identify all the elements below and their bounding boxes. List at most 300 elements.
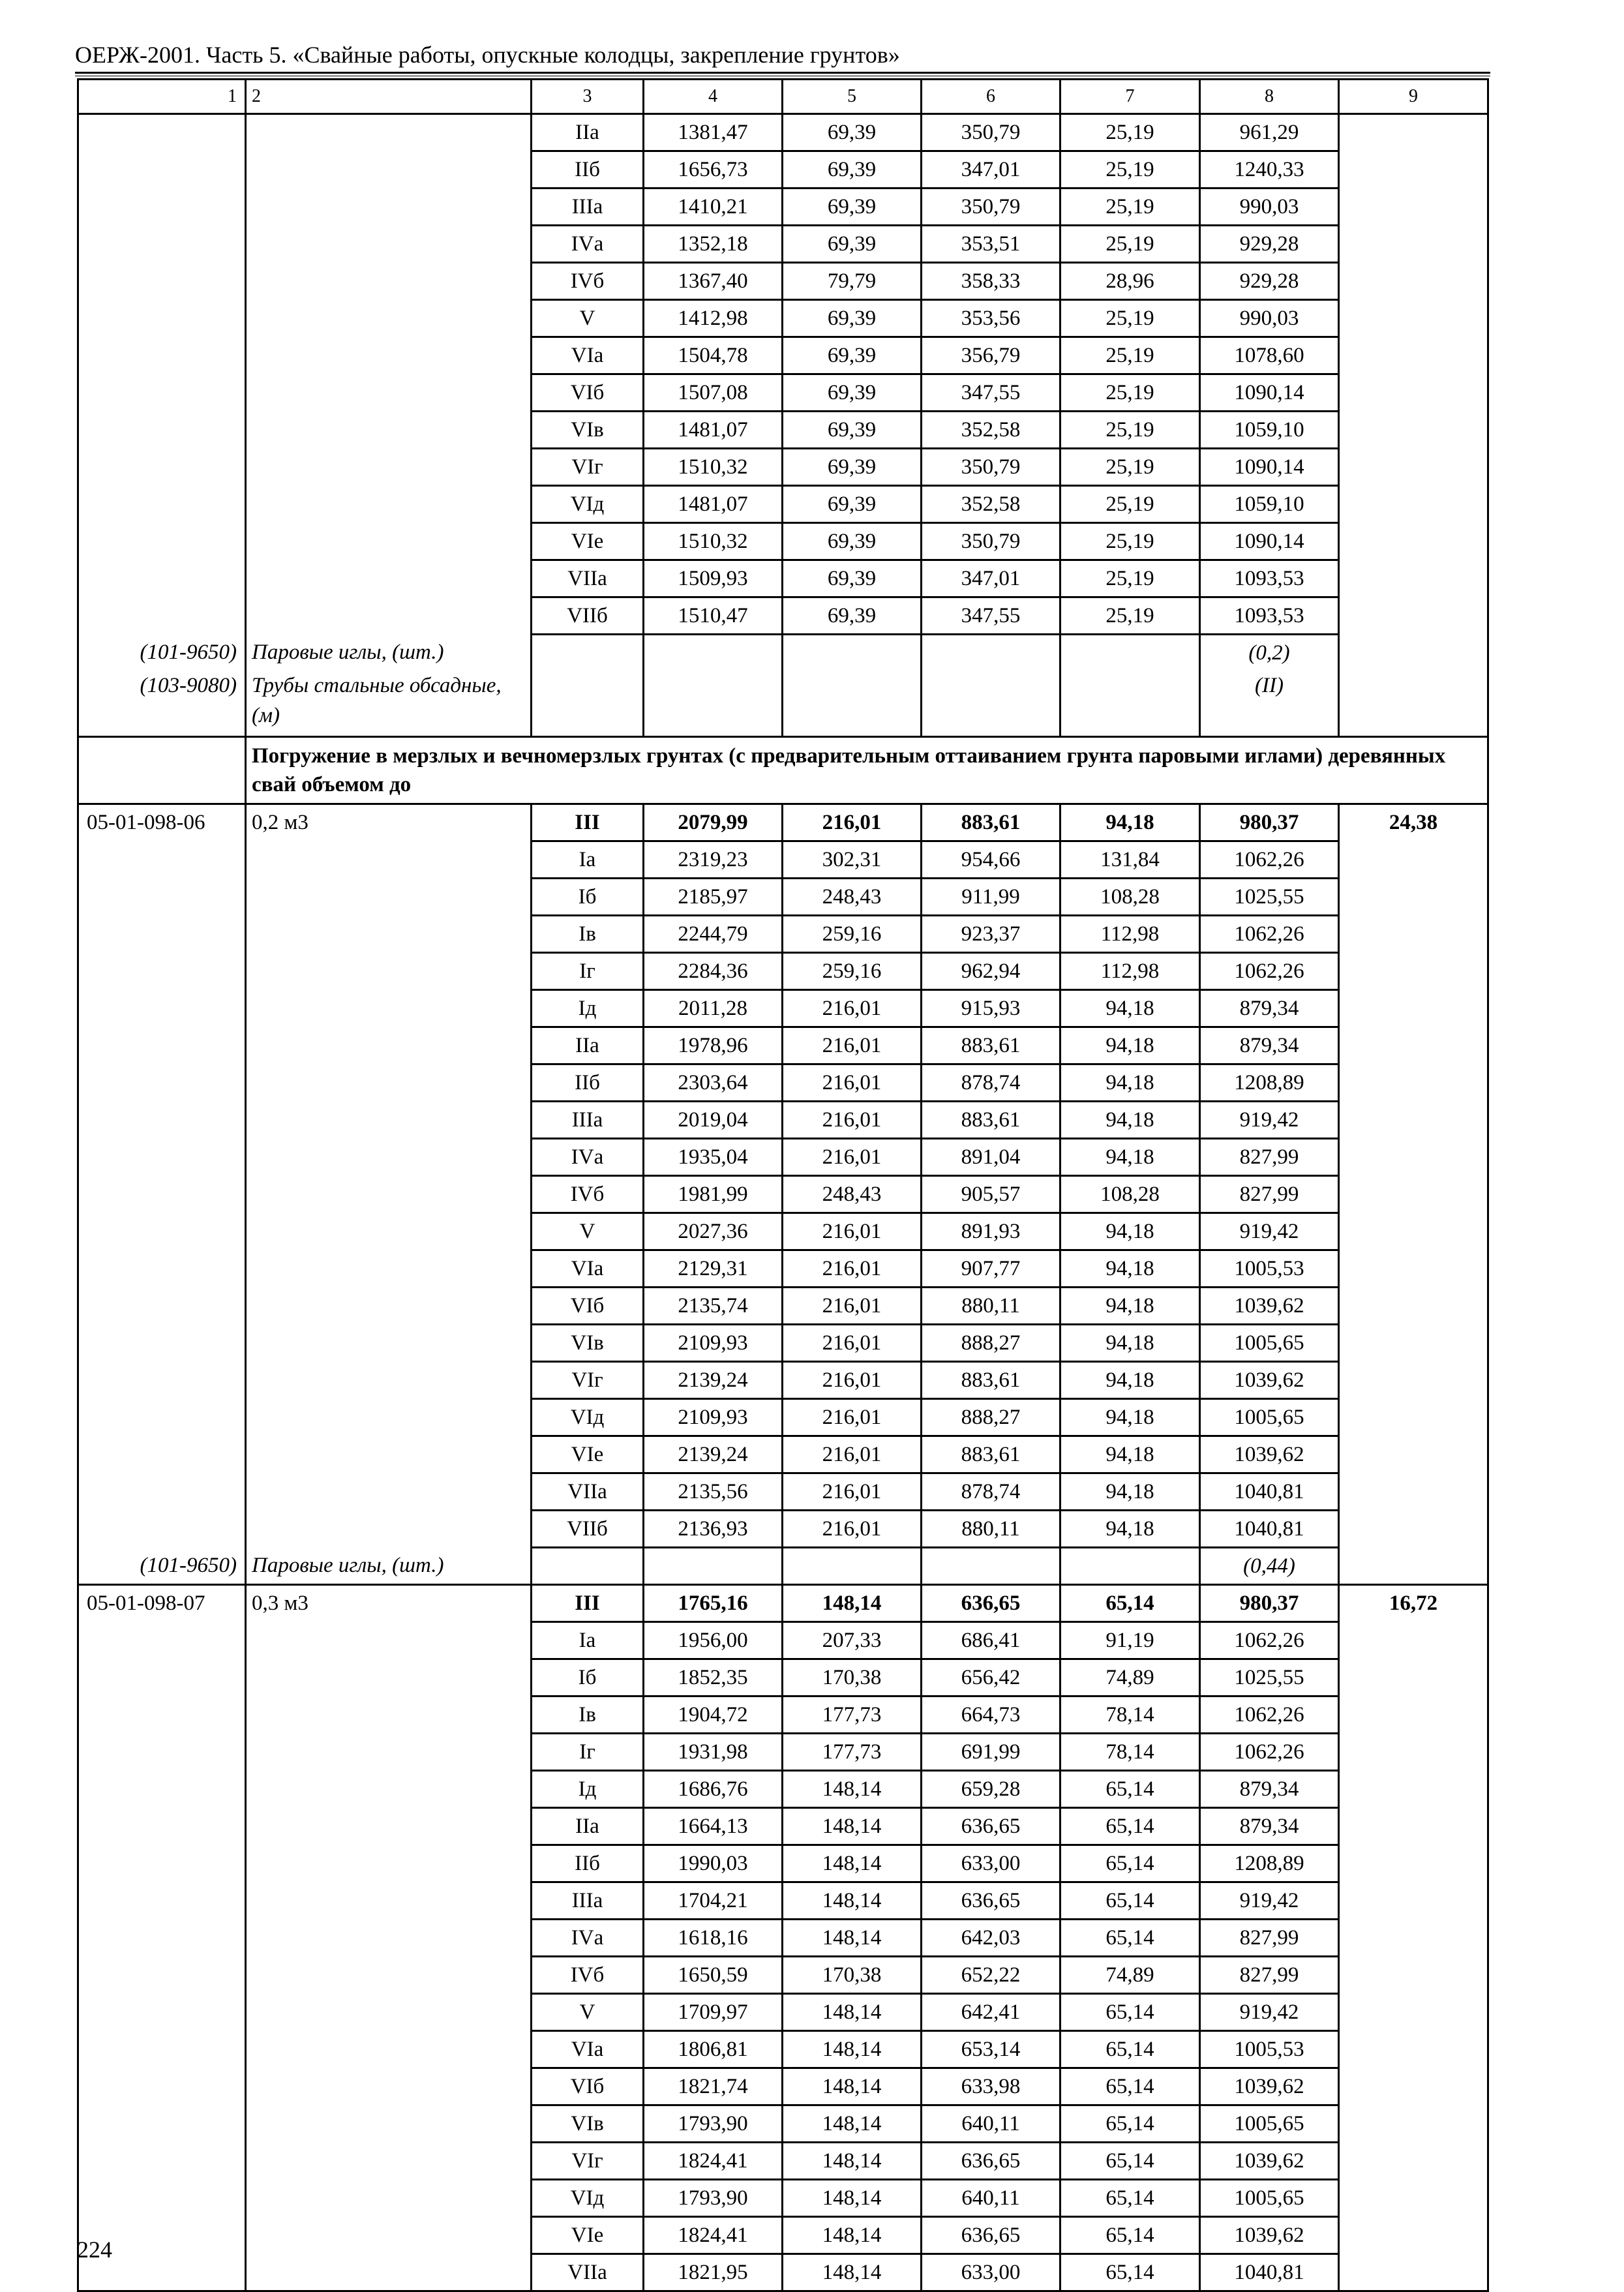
empty-cell: [1339, 1362, 1488, 1399]
rate-value: 1062,26: [1200, 916, 1339, 953]
empty-cell: [1339, 486, 1488, 523]
rate-value: 347,01: [922, 560, 1060, 597]
rate-code: 05-01-098-07: [78, 1585, 246, 1622]
rate-code: 05-01-098-06: [78, 804, 246, 841]
rate-value: 216,01: [783, 1436, 922, 1473]
empty-cell: [1339, 953, 1488, 990]
rate-value: 1981,99: [644, 1176, 783, 1213]
territory-zone: VIа: [532, 1250, 644, 1288]
rate-value: 248,43: [783, 879, 922, 916]
territory-zone: IVб: [532, 1176, 644, 1213]
empty-cell: [1339, 2031, 1488, 2068]
rate-value: 1062,26: [1200, 1696, 1339, 1734]
rate-value: 1208,89: [1200, 1064, 1339, 1102]
table-row: [78, 1882, 1488, 1920]
territory-zone: Iб: [532, 1659, 644, 1696]
rate-value: 633,98: [922, 2068, 1060, 2105]
rate-value: 352,58: [922, 486, 1060, 523]
rate-value: 69,39: [783, 188, 922, 226]
resource-note-row: [78, 635, 1488, 671]
empty-cell: [246, 486, 532, 523]
rate-value: 659,28: [922, 1771, 1060, 1808]
rate-value: 1793,90: [644, 2180, 783, 2217]
rate-value: 148,14: [783, 2180, 922, 2217]
table-row: [78, 879, 1488, 916]
empty-cell: [246, 560, 532, 597]
rate-value: 878,74: [922, 1473, 1060, 1511]
rate-value: 883,61: [922, 1102, 1060, 1139]
rate-value: 1510,32: [644, 523, 783, 560]
resource-quantity: (0,2): [1200, 635, 1339, 671]
rate-value: 907,77: [922, 1250, 1060, 1288]
territory-zone: Iд: [532, 1771, 644, 1808]
rate-value: 112,98: [1060, 916, 1200, 953]
empty-cell: [246, 841, 532, 879]
rate-value: 16,72: [1339, 1585, 1488, 1622]
resource-code: (103-9080): [78, 671, 246, 737]
empty-cell: [1339, 1213, 1488, 1250]
resource-name: Трубы стальные обсадные, (м): [246, 671, 532, 737]
empty-cell: [78, 1957, 246, 1994]
table-row: [78, 1325, 1488, 1362]
rate-value: 148,14: [783, 1771, 922, 1808]
rate-value: 990,03: [1200, 188, 1339, 226]
empty-cell: [246, 1250, 532, 1288]
rate-value: 1039,62: [1200, 2068, 1339, 2105]
rate-value: 1686,76: [644, 1771, 783, 1808]
rate-value: 1005,65: [1200, 2180, 1339, 2217]
rate-value: 880,11: [922, 1288, 1060, 1325]
rate-value: 94,18: [1060, 1064, 1200, 1102]
empty-cell: [246, 2254, 532, 2291]
rate-value: 2135,74: [644, 1288, 783, 1325]
empty-cell: [246, 1771, 532, 1808]
rate-value: 1093,53: [1200, 597, 1339, 635]
rate-value: 652,22: [922, 1957, 1060, 1994]
empty-cell: [246, 1362, 532, 1399]
rate-value: 1005,53: [1200, 2031, 1339, 2068]
empty-cell: [246, 226, 532, 263]
empty-cell: [246, 1325, 532, 1362]
rate-value: 653,14: [922, 2031, 1060, 2068]
territory-zone: IIIа: [532, 1882, 644, 1920]
rate-value: 25,19: [1060, 597, 1200, 635]
empty-cell: [78, 1659, 246, 1696]
rate-value: 1931,98: [644, 1734, 783, 1771]
rate-value: 1656,73: [644, 151, 783, 188]
empty-cell: [78, 1288, 246, 1325]
table-row: [78, 916, 1488, 953]
rate-value: 112,98: [1060, 953, 1200, 990]
empty-cell: [246, 1473, 532, 1511]
rate-value: 636,65: [922, 2217, 1060, 2254]
rate-value: 352,58: [922, 412, 1060, 449]
rate-value: 1005,65: [1200, 2105, 1339, 2143]
empty-cell: [783, 671, 922, 737]
territory-zone: Iв: [532, 1696, 644, 1734]
empty-cell: [1339, 1511, 1488, 1548]
rate-value: 94,18: [1060, 1511, 1200, 1548]
rate-value: 25,19: [1060, 114, 1200, 151]
rate-value: 1824,41: [644, 2217, 783, 2254]
rate-value: 65,14: [1060, 2254, 1200, 2291]
rate-value: 1090,14: [1200, 374, 1339, 412]
empty-cell: [246, 1027, 532, 1064]
rate-value: 353,51: [922, 226, 1060, 263]
territory-zone: VIб: [532, 2068, 644, 2105]
territory-zone: VIе: [532, 1436, 644, 1473]
rate-value: 990,03: [1200, 300, 1339, 337]
rate-value: 879,34: [1200, 1027, 1339, 1064]
empty-cell: [246, 300, 532, 337]
rate-value: 216,01: [783, 1399, 922, 1436]
rate-value: 2244,79: [644, 916, 783, 953]
resource-quantity: (II): [1200, 671, 1339, 737]
empty-cell: [78, 1139, 246, 1176]
rate-value: 94,18: [1060, 1473, 1200, 1511]
rate-value: 640,11: [922, 2105, 1060, 2143]
table-row: [78, 374, 1488, 412]
territory-zone: VIIб: [532, 1511, 644, 1548]
rate-value: 148,14: [783, 1994, 922, 2031]
rate-value: 94,18: [1060, 1362, 1200, 1399]
empty-cell: [1339, 2068, 1488, 2105]
empty-cell: [246, 916, 532, 953]
empty-cell: [78, 114, 246, 151]
rate-value: 65,14: [1060, 1771, 1200, 1808]
territory-zone: Iг: [532, 1734, 644, 1771]
empty-cell: [78, 2105, 246, 2143]
rate-value: 347,01: [922, 151, 1060, 188]
empty-cell: [246, 114, 532, 151]
territory-zone: VIб: [532, 374, 644, 412]
territory-zone: IIа: [532, 114, 644, 151]
rate-value: 25,19: [1060, 374, 1200, 412]
rate-value: 636,65: [922, 1585, 1060, 1622]
rate-value: 79,79: [783, 263, 922, 300]
rate-value: 216,01: [783, 1250, 922, 1288]
empty-cell: [78, 1771, 246, 1808]
table-row: [78, 1696, 1488, 1734]
rate-value: 148,14: [783, 1585, 922, 1622]
rate-value: 879,34: [1200, 990, 1339, 1027]
resource-code: (101-9650): [78, 1548, 246, 1585]
rate-value: 91,19: [1060, 1622, 1200, 1659]
rate-value: 642,03: [922, 1920, 1060, 1957]
empty-cell: [1339, 1957, 1488, 1994]
empty-cell: [1339, 1920, 1488, 1957]
rate-value: 1821,95: [644, 2254, 783, 2291]
rate-value: 94,18: [1060, 1399, 1200, 1436]
empty-cell: [78, 1064, 246, 1102]
empty-cell: [246, 1994, 532, 2031]
table-row: [78, 523, 1488, 560]
empty-cell: [246, 1511, 532, 1548]
empty-cell: [1339, 1250, 1488, 1288]
table-row: [78, 2254, 1488, 2291]
territory-zone: VIд: [532, 486, 644, 523]
rate-value: 108,28: [1060, 879, 1200, 916]
territory-zone: VIIа: [532, 1473, 644, 1511]
rate-value: 691,99: [922, 1734, 1060, 1771]
rate-value: 69,39: [783, 486, 922, 523]
empty-cell: [78, 449, 246, 486]
rate-value: 1978,96: [644, 1027, 783, 1064]
table-row: [78, 597, 1488, 635]
rate-value: 350,79: [922, 523, 1060, 560]
empty-cell: [1339, 114, 1488, 151]
rate-value: 94,18: [1060, 1027, 1200, 1064]
table-row: [78, 151, 1488, 188]
rate-value: 1507,08: [644, 374, 783, 412]
rate-value: 65,14: [1060, 1920, 1200, 1957]
empty-cell: [246, 597, 532, 635]
empty-cell: [644, 671, 783, 737]
empty-cell: [246, 1436, 532, 1473]
empty-cell: [1339, 1622, 1488, 1659]
rate-value: 827,99: [1200, 1176, 1339, 1213]
empty-cell: [783, 1548, 922, 1585]
rate-value: 827,99: [1200, 1920, 1339, 1957]
rate-value: 980,37: [1200, 804, 1339, 841]
table-body: [78, 80, 1488, 2291]
empty-cell: [1339, 2180, 1488, 2217]
territory-zone: VIв: [532, 412, 644, 449]
rate-name: 0,3 м3: [246, 1585, 532, 1622]
rate-value: 1904,72: [644, 1696, 783, 1734]
rate-value: 1062,26: [1200, 1734, 1339, 1771]
rate-value: 69,39: [783, 523, 922, 560]
rate-value: 888,27: [922, 1325, 1060, 1362]
empty-cell: [1060, 671, 1200, 737]
territory-zone: IIIа: [532, 188, 644, 226]
rate-value: 1367,40: [644, 263, 783, 300]
territory-zone: VIа: [532, 337, 644, 374]
territory-zone: Iб: [532, 879, 644, 916]
rate-value: 2019,04: [644, 1102, 783, 1139]
table-row: [78, 1734, 1488, 1771]
rate-value: 356,79: [922, 337, 1060, 374]
empty-cell: [1339, 1436, 1488, 1473]
empty-cell: [644, 1548, 783, 1585]
table-row: [78, 412, 1488, 449]
rate-value: 1704,21: [644, 1882, 783, 1920]
rate-value: 65,14: [1060, 1882, 1200, 1920]
rate-value: 94,18: [1060, 990, 1200, 1027]
rate-value: 65,14: [1060, 2031, 1200, 2068]
rate-value: 1040,81: [1200, 1473, 1339, 1511]
rate-value: 1381,47: [644, 114, 783, 151]
rate-value: 1821,74: [644, 2068, 783, 2105]
empty-cell: [922, 1548, 1060, 1585]
territory-zone: IIIа: [532, 1102, 644, 1139]
table-row: [78, 1622, 1488, 1659]
territory-zone: III: [532, 804, 644, 841]
empty-cell: [78, 2180, 246, 2217]
empty-cell: [922, 635, 1060, 671]
rate-value: 25,19: [1060, 151, 1200, 188]
empty-cell: [78, 737, 246, 804]
rate-value: 636,65: [922, 1808, 1060, 1845]
empty-cell: [1339, 337, 1488, 374]
empty-cell: [1339, 2217, 1488, 2254]
rate-value: 880,11: [922, 1511, 1060, 1548]
empty-cell: [78, 1994, 246, 2031]
rate-value: 216,01: [783, 1325, 922, 1362]
empty-cell: [78, 263, 246, 300]
resource-quantity: (0,44): [1200, 1548, 1339, 1585]
rate-value: 216,01: [783, 1027, 922, 1064]
empty-cell: [246, 1882, 532, 1920]
empty-cell: [78, 1882, 246, 1920]
empty-cell: [246, 1102, 532, 1139]
rate-value: 302,31: [783, 841, 922, 879]
empty-cell: [1339, 1994, 1488, 2031]
table-row: [78, 1994, 1488, 2031]
territory-zone: IVа: [532, 226, 644, 263]
column-number: 9: [1339, 80, 1488, 114]
empty-cell: [246, 1288, 532, 1325]
empty-cell: [78, 1250, 246, 1288]
rate-value: 358,33: [922, 263, 1060, 300]
empty-cell: [1339, 449, 1488, 486]
rate-value: 216,01: [783, 1102, 922, 1139]
empty-cell: [1339, 1771, 1488, 1808]
rate-value: 883,61: [922, 1362, 1060, 1399]
rate-value: 1510,47: [644, 597, 783, 635]
rate-value: 827,99: [1200, 1957, 1339, 1994]
table-row: [78, 1064, 1488, 1102]
empty-cell: [246, 2217, 532, 2254]
empty-cell: [246, 1622, 532, 1659]
empty-cell: [246, 990, 532, 1027]
rate-value: 891,93: [922, 1213, 1060, 1250]
empty-cell: [246, 1213, 532, 1250]
territory-zone: VIг: [532, 1362, 644, 1399]
rate-value: 919,42: [1200, 1102, 1339, 1139]
empty-cell: [78, 523, 246, 560]
table-row: [78, 1250, 1488, 1288]
rate-value: 1650,59: [644, 1957, 783, 1994]
rate-value: 1090,14: [1200, 449, 1339, 486]
empty-cell: [532, 635, 644, 671]
empty-cell: [78, 188, 246, 226]
empty-cell: [78, 2031, 246, 2068]
territory-zone: VIIб: [532, 597, 644, 635]
empty-cell: [1339, 188, 1488, 226]
rate-value: 69,39: [783, 560, 922, 597]
rate-value: 69,39: [783, 226, 922, 263]
empty-cell: [78, 2068, 246, 2105]
territory-zone: V: [532, 1213, 644, 1250]
empty-cell: [246, 1734, 532, 1771]
table-row: [78, 1436, 1488, 1473]
rate-value: 1990,03: [644, 1845, 783, 1882]
empty-cell: [783, 635, 922, 671]
empty-cell: [1339, 151, 1488, 188]
empty-cell: [246, 879, 532, 916]
empty-cell: [78, 597, 246, 635]
empty-cell: [1339, 374, 1488, 412]
territory-zone: VIд: [532, 2180, 644, 2217]
empty-cell: [78, 1920, 246, 1957]
rate-value: 923,37: [922, 916, 1060, 953]
rate-value: 25,19: [1060, 486, 1200, 523]
empty-cell: [78, 1325, 246, 1362]
territory-zone: VIд: [532, 1399, 644, 1436]
empty-cell: [1339, 1696, 1488, 1734]
rate-value: 69,39: [783, 449, 922, 486]
empty-cell: [1339, 1064, 1488, 1102]
empty-cell: [78, 841, 246, 879]
territory-zone: IVа: [532, 1920, 644, 1957]
rate-value: 25,19: [1060, 449, 1200, 486]
rate-value: 148,14: [783, 2031, 922, 2068]
table-row: [78, 560, 1488, 597]
rate-value: 2129,31: [644, 1250, 783, 1288]
empty-cell: [78, 1102, 246, 1139]
territory-zone: VIв: [532, 2105, 644, 2143]
empty-cell: [644, 635, 783, 671]
rate-value: 1824,41: [644, 2143, 783, 2180]
territory-zone: IIб: [532, 151, 644, 188]
rate-value: 148,14: [783, 1882, 922, 1920]
rate-value: 2011,28: [644, 990, 783, 1027]
table-row: [78, 1362, 1488, 1399]
territory-zone: VIIа: [532, 560, 644, 597]
rate-value: 2079,99: [644, 804, 783, 841]
rate-value: 1504,78: [644, 337, 783, 374]
rate-value: 69,39: [783, 374, 922, 412]
territory-zone: V: [532, 1994, 644, 2031]
empty-cell: [1339, 560, 1488, 597]
table-row: [78, 1102, 1488, 1139]
empty-cell: [78, 1734, 246, 1771]
rate-value: 2109,93: [644, 1399, 783, 1436]
territory-zone: IIа: [532, 1808, 644, 1845]
table-row-main: [78, 1585, 1488, 1622]
column-number: 6: [922, 80, 1060, 114]
empty-cell: [1339, 1325, 1488, 1362]
empty-cell: [246, 2105, 532, 2143]
empty-cell: [78, 337, 246, 374]
empty-cell: [1339, 916, 1488, 953]
rate-value: 216,01: [783, 1139, 922, 1176]
rate-value: 1025,55: [1200, 1659, 1339, 1696]
territory-zone: IIб: [532, 1064, 644, 1102]
empty-cell: [78, 1473, 246, 1511]
rate-value: 1059,10: [1200, 412, 1339, 449]
empty-cell: [246, 1845, 532, 1882]
table-row: [78, 449, 1488, 486]
rate-value: 177,73: [783, 1734, 922, 1771]
rate-value: 170,38: [783, 1659, 922, 1696]
empty-cell: [246, 1696, 532, 1734]
empty-cell: [1339, 635, 1488, 671]
rate-value: 65,14: [1060, 2068, 1200, 2105]
empty-cell: [1339, 1027, 1488, 1064]
empty-cell: [78, 300, 246, 337]
rate-value: 1765,16: [644, 1585, 783, 1622]
rate-value: 65,14: [1060, 1585, 1200, 1622]
table-row: [78, 1139, 1488, 1176]
rate-value: 1062,26: [1200, 841, 1339, 879]
empty-cell: [1339, 1734, 1488, 1771]
rate-value: 827,99: [1200, 1139, 1339, 1176]
rate-value: 911,99: [922, 879, 1060, 916]
table-row: [78, 2217, 1488, 2254]
rate-value: 2136,93: [644, 1511, 783, 1548]
